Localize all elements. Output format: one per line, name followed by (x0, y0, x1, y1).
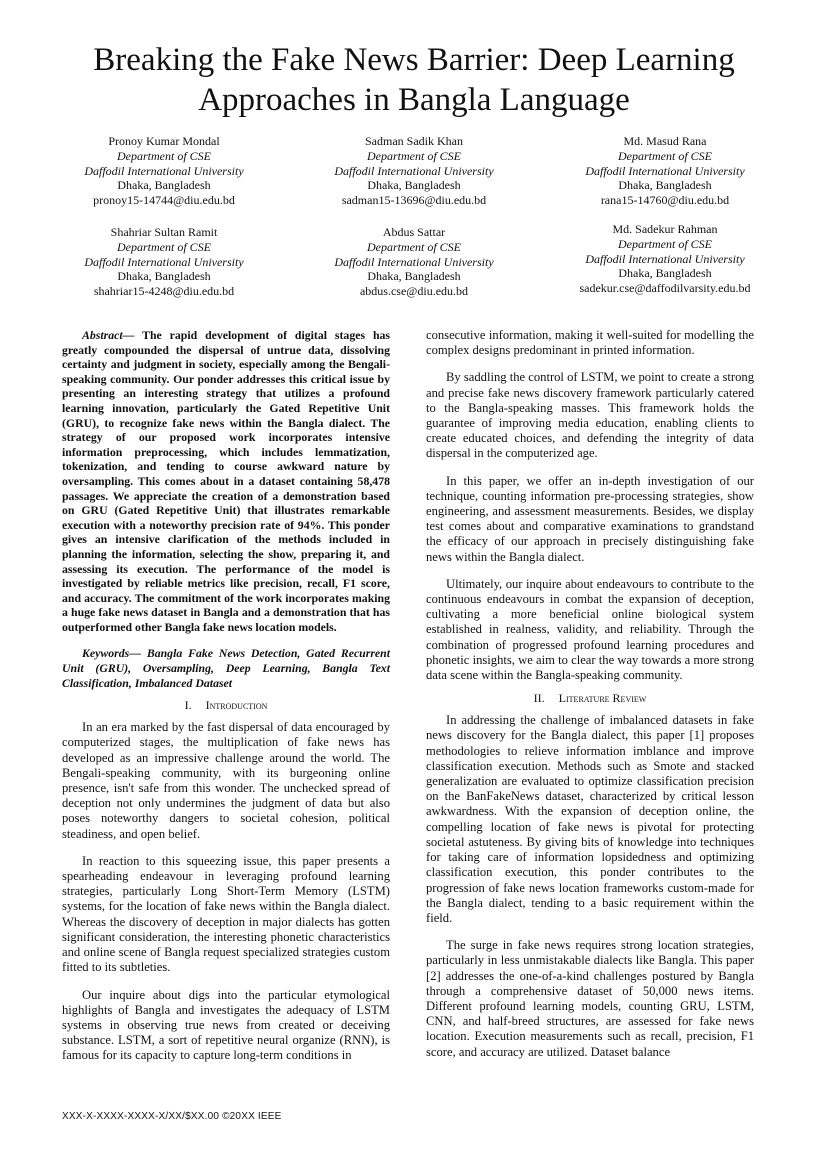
author-block (540, 222, 790, 296)
author-email: abdus.cse@diu.edu.bd (359, 284, 469, 299)
author-organization: Daffodil International University (84, 254, 244, 269)
author-location: Dhaka, Bangladesh (367, 178, 461, 193)
author-organization: Daffodil International University (585, 163, 745, 178)
author-block (39, 225, 289, 299)
author-email: sadekur.cse@daffodilvarsity.edu.bd (579, 281, 751, 296)
author-department: Department of CSE (618, 148, 712, 163)
paragraph: In reaction to this squeezing issue, this paper presents a spearheading endeavour in leveraging profound learning strategies, particularly Long Short-Term Memory (LSTM) systems, for the location of fake news within the Bangla dialect. Whereas the discovery of deception in major dialects has gotten significant consideration, the interesting phonetic characteristics and online scene of Bangla request specialized strategies custom fitted to its subtleties. (62, 853, 390, 975)
paper-title: Breaking the Fake News Barrier: Deep Learning Approaches in Bangla Language (93, 42, 735, 118)
author-location: Dhaka, Bangladesh (367, 269, 461, 284)
author-block (540, 134, 790, 208)
author-department: Department of CSE (117, 148, 211, 163)
section-heading-literature-review: II. Literature Review (533, 691, 647, 706)
keywords-text: Bangla Fake News Detection, Gated Recurrent Unit (GRU), Oversampling, Deep Learning, Bangla Text Classification, Imbalanced Dataset (62, 646, 390, 690)
paragraph: The surge in fake news requires strong location strategies, particularly in less unmistakable dialects like Bangla. This paper [2] addresses the one-of-a-kind challenges postured by Bangla through a comprehensive dataset of 50,000 news items. Different profound learning models, counting GRU, LSTM, CNN, and half-breed structures, are assessed for fake news location. Execution measurements such as recall, precision, F1 score, and accuracy are utilized. Dataset balance (426, 938, 754, 1059)
author-block (289, 225, 539, 299)
keywords (62, 646, 390, 690)
author-name: Sadman Sadik Khan (365, 134, 463, 148)
paragraph: By saddling the control of LSTM, we point to create a strong and precise fake news discovery framework particularly catered to the Bangla-speaking masses. This framework holds the guarantee of improving media education, enabling clients to create educated choices, and defending the integrity of data dispersal in the computerized age. (426, 370, 754, 461)
paragraph: In an era marked by the fast dispersal of data encouraged by computerized stages, the multiplication of fake news has developed as an impressive challenge around the world. The Bengali-speaking community, with its burgeoning online presence, isn't safe from this wonder. The unchecked spread of deception not only undermines the judgment of data but also poses noteworthy dangers to societal cohesion, political steadiness, and open belief. (62, 720, 390, 841)
paragraph: consecutive information, making it well-suited for modelling the complex designs predominant in printed information. (426, 328, 754, 358)
author-name: Md. Sadekur Rahman (612, 222, 718, 236)
author-location: Dhaka, Bangladesh (117, 269, 211, 284)
author-block (289, 134, 539, 208)
author-name: Md. Masud Rana (623, 134, 707, 148)
paragraph: Ultimately, our inquire about endeavours to contribute to the continuous endeavours in combat the expansion of deception, cultivating a more beneficial online biological system established in realness, validity, and reliability. Through the combination of progressed profound learning procedures and phonetic insights, we aim to clear the way towards a more strong data scene within the Bangla-speaking community. (426, 576, 754, 683)
author-department: Department of CSE (367, 148, 461, 163)
author-email: rana15-14760@diu.edu.bd (600, 193, 730, 208)
author-name: Pronoy Kumar Mondal (108, 134, 220, 148)
author-name: Shahriar Sultan Ramit (110, 225, 218, 239)
author-email: sadman15-13696@diu.edu.bd (341, 193, 487, 208)
left-column (62, 328, 390, 1064)
author-department: Department of CSE (367, 239, 461, 254)
paragraph: In addressing the challenge of imbalanced datasets in fake news discovery for the Bangla dialect, this paper [1] proposes methodologies to relieve information imblance and improve classification execution. Methods such as Smote and stacked generalization are evaluated to optimize classification precision on the BanFakeNews dataset, characterized by critical lesson awkwardness. With the expansion of deception online, the compelling location of fake news is pivotal for protecting societal astuteness. By giving bits of knowledge into techniques for taking care of information lopsidedness and optimizing classification execution, this ponder contributes to the progression of fake news location frameworks custom-made for the Bangla dialect, tending to a basic requirement within the field. (426, 713, 754, 925)
author-name: Abdus Sattar (382, 225, 446, 239)
author-organization: Daffodil International University (84, 163, 244, 178)
abstract-label: Abstract— (82, 328, 135, 342)
author-block (39, 134, 289, 208)
author-organization: Daffodil International University (334, 254, 494, 269)
footer-copyright: XXX-X-XXXX-XXXX-X/XX/$XX.00 ©20XX IEEE (62, 1111, 282, 1122)
paragraph: Our inquire about digs into the particular etymological highlights of Bangla and investigates the adequacy of LSTM systems in observing true news from created or deceiving substance. LSTM, a sort of repetitive neural organize (RNN), is famous for its capacity to capture long-term conditions in (62, 987, 390, 1063)
keywords-label: Keywords— (82, 646, 141, 661)
author-location: Dhaka, Bangladesh (618, 266, 712, 281)
author-department: Department of CSE (618, 236, 712, 251)
section-heading-introduction: I. Introduction (184, 698, 268, 713)
author-location: Dhaka, Bangladesh (117, 178, 211, 193)
author-organization: Daffodil International University (585, 251, 745, 266)
abstract (62, 328, 390, 634)
author-email: shahriar15-4248@diu.edu.bd (93, 284, 235, 299)
author-organization: Daffodil International University (334, 163, 494, 178)
author-department: Department of CSE (117, 239, 211, 254)
abstract-text: The rapid development of digital stages has greatly compounded the dispersal of untrue data, dissolving certainty and judgment in society, especially among the Bengali-speaking community. Our ponder addresses this critical issue by presenting an interesting strategy that utilizes a profound learning innovation, particularly the Gated Repetitive Unit (GRU), to recognize fake news within the Bangla dialect. The strategy of our proposed work incorporates intensive information preprocessing, which includes lemmatization, tokenization, and tending to course awkward nature by oversampling. This comes about in a dataset containing 58,478 passages. We appreciate the creation of a demonstration based on GRU (Gated Repetitive Unit) that illustrates remarkable execution with a noteworthy precision rate of 94%. This ponder gives an intensive clarification of the methods included in planning the information, selecting the show, preparing it, and assessing its execution. The performance of the model is investigated by reliable metrics like precision, recall, F1 score, and accuracy. The commitment of the work incorporates making a huge fake news dataset in Bangla and a demonstration that has outperformed other Bangla fake news location models. (62, 328, 390, 634)
right-column (426, 328, 754, 1060)
paragraph: In this paper, we offer an in-depth investigation of our technique, counting information pre-processing strategies, show engineering, and assessment measurements. Besides, we display test comes about and comparative examinations to grandstand the efficacy of our approach in precisely distinguishing fake news within the Bangla dialect. (426, 473, 754, 564)
author-email: pronoy15-14744@diu.edu.bd (93, 193, 235, 208)
author-location: Dhaka, Bangladesh (618, 178, 712, 193)
